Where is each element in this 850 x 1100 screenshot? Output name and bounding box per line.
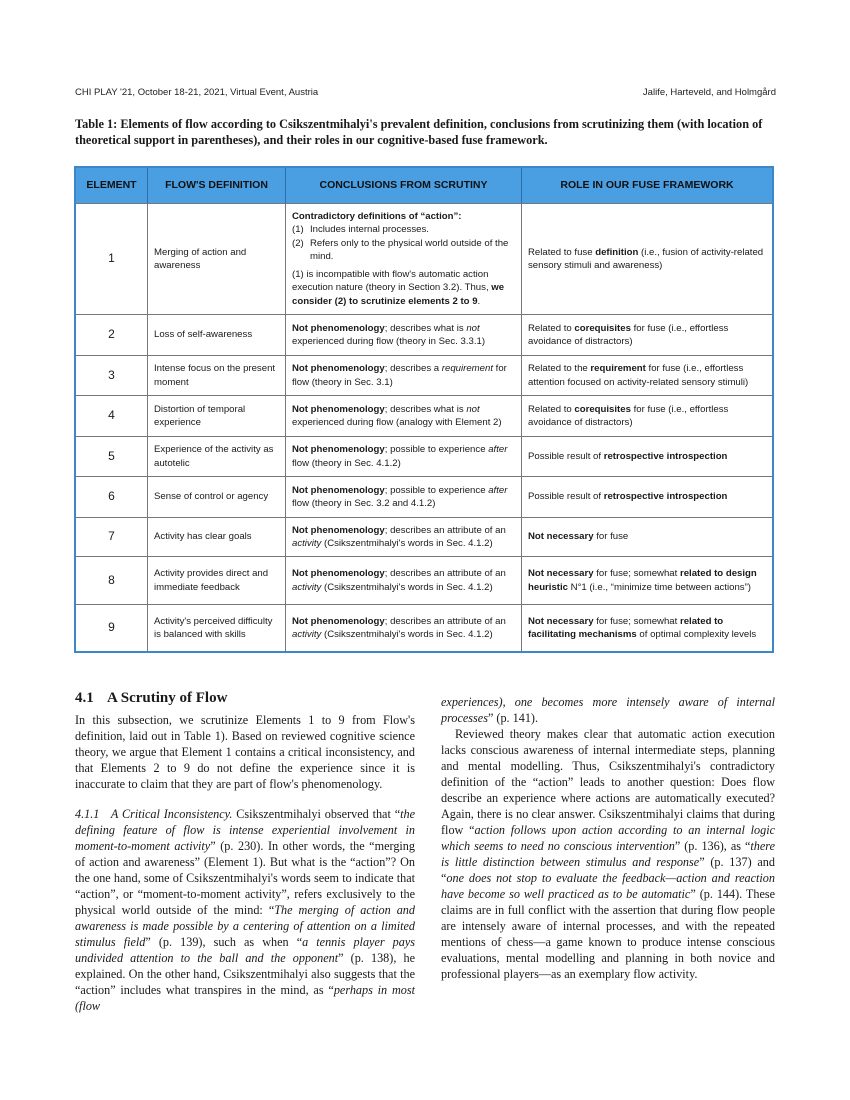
body-text-run: Reviewed theory makes clear that automatic action execution lacks conscious awareness of internal intermediate steps, planning and mental modelling. Thus, Csikszentmihalyi's contradictory definition of the “action” leads to another question: Does flow describe an experience where actions are automatically executed? Again, there is no clear answer. Csikszentmihalyi claims that during flow “ xyxy=(441,727,775,837)
conclusion-bold: Not phenomenology xyxy=(292,403,385,415)
role-text-run: Related to xyxy=(528,403,575,415)
role-text-run: Related to fuse xyxy=(528,246,596,258)
role-text xyxy=(528,450,727,463)
conclusion-bold: Not phenomenology xyxy=(292,484,385,496)
conclusion-text-run: for flow (theory in Sec. 3.1) xyxy=(292,363,507,388)
definition-text: Activity's perceived difficulty is balanced with skills xyxy=(154,615,273,640)
definition-text: Activity provides direct and immediate feedback xyxy=(154,568,269,593)
role-text xyxy=(528,567,766,593)
conclusion-text xyxy=(292,443,515,469)
role-bold: corequisites xyxy=(574,322,631,334)
conclusion-italic: after xyxy=(488,484,508,496)
role-bold: retrospective introspection xyxy=(603,450,728,462)
section-heading xyxy=(75,690,227,707)
conclusion-text-run: ; possible to experience xyxy=(384,444,489,456)
body-text-run: ” (p. 137) and “ xyxy=(441,855,775,885)
flow-definition xyxy=(147,557,285,604)
scrutiny-conclusion xyxy=(285,437,521,476)
conclusion-text-run: experienced during flow (analogy with Element 2) xyxy=(292,417,502,428)
list-text: Refers only to the physical world outside of the mind. xyxy=(310,237,509,262)
flow-definition xyxy=(147,356,285,395)
role-text xyxy=(528,490,727,503)
element-number: 6 xyxy=(108,489,115,504)
continued-paragraph xyxy=(441,694,775,726)
conclusion-italic: activity xyxy=(292,581,322,593)
conclusion-bold: Not phenomenology xyxy=(292,322,385,334)
fuse-role xyxy=(521,518,772,556)
definition-text: Merging of action and awareness xyxy=(154,246,247,271)
body-text-run: ” (p. 230). In other words, the “merging of action and awareness” (Element 1). But what is the “action”? On the one hand, some of Csikszentmihalyi's words seem to indicate that “action”, or “moment-to-moment activity”, refers exclusively to the physical world outside of the mind: “ xyxy=(75,839,415,917)
scrutiny-conclusion xyxy=(285,315,521,355)
conclusion-bold: Not phenomenology xyxy=(292,444,385,456)
conclusion-bold: Not phenomenology xyxy=(292,524,385,536)
conclusion-text-run: experienced during flow (theory in Sec. 3.3.1) xyxy=(292,336,486,347)
list-number: (2) xyxy=(292,237,304,249)
fuse-role xyxy=(521,356,772,395)
conclusion-text-run: ; possible to experience xyxy=(384,484,489,496)
table-row xyxy=(76,604,772,651)
role-text xyxy=(528,530,628,543)
scrutiny-conclusion xyxy=(285,605,521,651)
conclusion-list-item xyxy=(292,237,515,263)
subsection-title: A Critical Inconsistency. xyxy=(110,807,233,821)
column-header: ELEMENT xyxy=(86,178,137,191)
conclusion-bold: Not phenomenology xyxy=(292,363,385,375)
body-text-run: one does not stop to evaluate the feedback—action and reaction have become so well practiced as to be automatic xyxy=(441,871,775,901)
conclusion-text-run: ; describes an attribute of an xyxy=(384,568,506,580)
conclusion-text xyxy=(292,567,515,593)
element-number: 1 xyxy=(108,251,115,266)
scrutiny-conclusion xyxy=(285,396,521,436)
theory-paragraph xyxy=(441,726,775,982)
flow-definition xyxy=(147,315,285,355)
body-text-run: ” (p. 136), as “ xyxy=(674,839,751,853)
definition-text: Loss of self-awareness xyxy=(154,329,253,341)
list-number: (1) xyxy=(292,224,304,236)
element-number: 5 xyxy=(108,448,115,463)
role-text-run: for fuse (i.e., effortless avoidance of distractors) xyxy=(528,403,729,428)
element-number: 2 xyxy=(108,327,115,342)
definition-text: Experience of the activity as autotelic xyxy=(154,444,274,469)
conclusion-text xyxy=(292,403,515,429)
definition-text: Sense of control or agency xyxy=(154,491,269,503)
note-text: (1) is incompatible with flow's automatic action execution nature (theory in Section 3.2). Thus, xyxy=(292,269,492,294)
conclusion-italic: activity xyxy=(292,629,322,640)
scrutiny-conclusion xyxy=(285,557,521,604)
role-bold: retrospective introspection xyxy=(603,491,728,503)
conclusion-title: Contradictory definitions of “action”: xyxy=(292,211,462,223)
flow-definition xyxy=(147,518,285,556)
flow-definition xyxy=(147,204,285,314)
flow-definition xyxy=(147,477,285,517)
element-number: 8 xyxy=(108,572,115,587)
table-row xyxy=(76,203,772,314)
fuse-role xyxy=(521,204,772,314)
conclusion-italic: activity xyxy=(292,538,322,549)
role-text-run: for fuse (i.e., effortless avoidance of distractors) xyxy=(528,322,729,347)
conclusion-italic: requirement xyxy=(441,363,493,375)
fuse-role xyxy=(521,477,772,517)
body-text-run: experiences), one becomes more intensely aware of internal processes xyxy=(441,695,775,725)
role-text-run: Related to xyxy=(528,322,575,334)
role-text-run: for fuse; somewhat xyxy=(593,568,680,580)
role-bold: Not necessary xyxy=(528,615,594,627)
role-text-run: for fuse; somewhat xyxy=(593,615,680,627)
body-text-run: a tennis player pays undivided attention to the ball and the opponent xyxy=(75,935,416,965)
left-column xyxy=(75,712,415,1014)
conclusion-text-run: flow (theory in Sec. 4.1.2) xyxy=(292,457,401,469)
body-text-run: action follows upon action according to an internal logic which seems to need no conscious intervention xyxy=(441,823,775,853)
conclusion-bold: Not phenomenology xyxy=(292,568,385,580)
conclusion-italic: not xyxy=(466,403,480,415)
definition-text: Intense focus on the present moment xyxy=(154,363,276,388)
role-bold: related to design heuristic xyxy=(528,568,757,593)
flow-definition xyxy=(147,605,285,651)
conclusion-text xyxy=(292,524,515,550)
role-bold: Not necessary xyxy=(528,531,594,543)
table-row xyxy=(76,395,772,436)
conclusion-text xyxy=(292,362,515,388)
table-row xyxy=(76,314,772,355)
conclusion-note xyxy=(292,268,515,308)
fuse-role xyxy=(521,605,772,651)
scrutiny-conclusion xyxy=(285,204,521,314)
element-number: 4 xyxy=(108,408,115,423)
scrutiny-conclusion xyxy=(285,477,521,517)
intro-paragraph: In this subsection, we scrutinize Elements 1 to 9 from Flow's definition, laid out in Table 1). Based on reviewed cognitive science theory, we argue that Element 1 contains a critical inconsistency, and that Elements 2 to 9 do not define the experience since it is inaccurate to claim that they are part of flow's phenomenology. xyxy=(75,713,415,791)
role-text-run: (i.e., fusion of activity-related sensory stimuli and awareness) xyxy=(528,246,764,271)
role-bold: Not necessary xyxy=(528,568,594,580)
element-number: 7 xyxy=(108,529,115,544)
role-text-run: Related to the xyxy=(528,363,591,375)
conclusion-italic: not xyxy=(466,322,480,334)
conclusion-text-run: (Csikszentmihalyi's words in Sec. 4.1.2) xyxy=(321,538,493,549)
table-row xyxy=(76,355,772,395)
conclusion-text-run: (Csikszentmihalyi's words in Sec. 4.1.2) xyxy=(321,629,493,640)
conclusion-text-run: ; describes an attribute of an xyxy=(384,615,506,627)
flow-definition xyxy=(147,437,285,476)
conclusion-text xyxy=(292,615,515,641)
role-text-run: for fuse (i.e., effortless attention focused on activity-related sensory stimuli) xyxy=(528,363,749,388)
table-row xyxy=(76,517,772,556)
conclusion-text-run: ; describes what is xyxy=(384,322,467,334)
running-header-authors: Jalife, Harteveld, and Holmgård xyxy=(642,87,776,98)
body-text-run: ” (p. 144). These claims are in full conflict with the assertion that during flow people are intensely aware of internal processes, and with the repeated mentions of chess—a game known to produce intense conscious evaluations, mental modelling and planning in both novice and professional players—as an exemplary flow activity. xyxy=(441,887,776,981)
element-number: 3 xyxy=(108,367,115,382)
conclusion-text xyxy=(292,322,515,348)
conclusion-text xyxy=(292,210,515,307)
conclusion-italic: after xyxy=(488,444,508,456)
fuse-role xyxy=(521,396,772,436)
role-text xyxy=(528,615,766,641)
role-text-run: Possible result of xyxy=(528,450,604,462)
table-header-row xyxy=(76,168,772,203)
definition-text: Activity has clear goals xyxy=(154,531,252,543)
section-title: A Scrutiny of Flow xyxy=(107,690,228,706)
table-row xyxy=(76,436,772,476)
right-column xyxy=(441,694,775,982)
section-number: 4.1 xyxy=(75,690,94,706)
role-text xyxy=(528,403,766,429)
note-bold: we consider (2) to scrutinize elements 2 to 9 xyxy=(292,282,505,307)
scrutiny-conclusion xyxy=(285,356,521,395)
element-number: 9 xyxy=(108,620,115,635)
table-caption: Table 1: Elements of flow according to Csikszentmihalyi's prevalent definition, conclusions from scrutinizing them (with location of theoretical support in parentheses), and their roles in our cognitive-based fuse framework. xyxy=(75,117,763,147)
subsection-body xyxy=(75,807,415,1013)
running-header-venue: CHI PLAY '21, October 18-21, 2021, Virtual Event, Austria xyxy=(75,87,319,98)
body-text-run: there is little distinction between stimulus and response xyxy=(441,839,775,869)
subsection-number: 4.1.1 xyxy=(75,807,100,821)
fuse-role xyxy=(521,315,772,355)
conclusion-text-run: ; describes what is xyxy=(384,403,467,415)
role-text-run: of optimal complexity levels xyxy=(636,629,757,640)
conclusion-list-item xyxy=(292,223,515,236)
body-text-run: ” (p. 141). xyxy=(487,711,539,725)
note-end: . xyxy=(477,295,481,307)
scrutiny-conclusion xyxy=(285,518,521,556)
flow-definition xyxy=(147,396,285,436)
table-row xyxy=(76,556,772,604)
definition-text: Distortion of temporal experience xyxy=(154,403,246,428)
list-text: Includes internal processes. xyxy=(310,224,429,236)
role-bold: definition xyxy=(595,246,639,258)
role-text-run: N°1 (i.e., “minimize time between actions”) xyxy=(568,581,751,593)
role-text xyxy=(528,322,766,348)
column-header: FLOW'S DEFINITION xyxy=(147,168,285,203)
body-text-run: Csikszentmihalyi observed that “ xyxy=(232,807,401,821)
role-text-run: for fuse xyxy=(593,531,629,543)
role-bold: related to facilitating mechanisms xyxy=(528,615,724,640)
flow-elements-table xyxy=(74,166,774,653)
body-text-run: ” (p. 139), such as when “ xyxy=(145,935,303,949)
subsection-paragraph xyxy=(75,806,415,1014)
conclusion-text-run: ; describes a xyxy=(384,363,442,375)
role-text xyxy=(528,362,766,388)
conclusion-text-run: ; describes an attribute of an xyxy=(384,524,506,536)
body-text-run: the defining feature of flow is intense experiential involvement in moment-to-moment activity xyxy=(75,807,415,853)
column-header: ROLE IN OUR FUSE FRAMEWORK xyxy=(521,168,772,203)
conclusion-text-run: flow (theory in Sec. 3.2 and 4.1.2) xyxy=(292,498,436,509)
body-text-run: perhaps in most (flow xyxy=(75,983,415,1013)
conclusion-bold: Not phenomenology xyxy=(292,615,385,627)
role-text-run: Possible result of xyxy=(528,491,604,503)
role-bold: requirement xyxy=(590,363,646,375)
body-text-run: The merging of action and awareness is made possible by a centering of attention on a limited stimulus field xyxy=(75,903,415,949)
conclusion-text-run: (Csikszentmihalyi's words in Sec. 4.1.2) xyxy=(321,581,493,593)
table-row xyxy=(76,476,772,517)
body-text-run: ” (p. 138), he explained. On the other hand, Csikszentmihalyi also suggests that the “action” includes what transpires in the mind, as “ xyxy=(75,951,415,997)
role-bold: corequisites xyxy=(574,403,631,415)
column-header: CONCLUSIONS FROM SCRUTINY xyxy=(285,168,521,203)
conclusion-text xyxy=(292,484,515,510)
role-text xyxy=(528,246,766,272)
fuse-role xyxy=(521,437,772,476)
fuse-role xyxy=(521,557,772,604)
